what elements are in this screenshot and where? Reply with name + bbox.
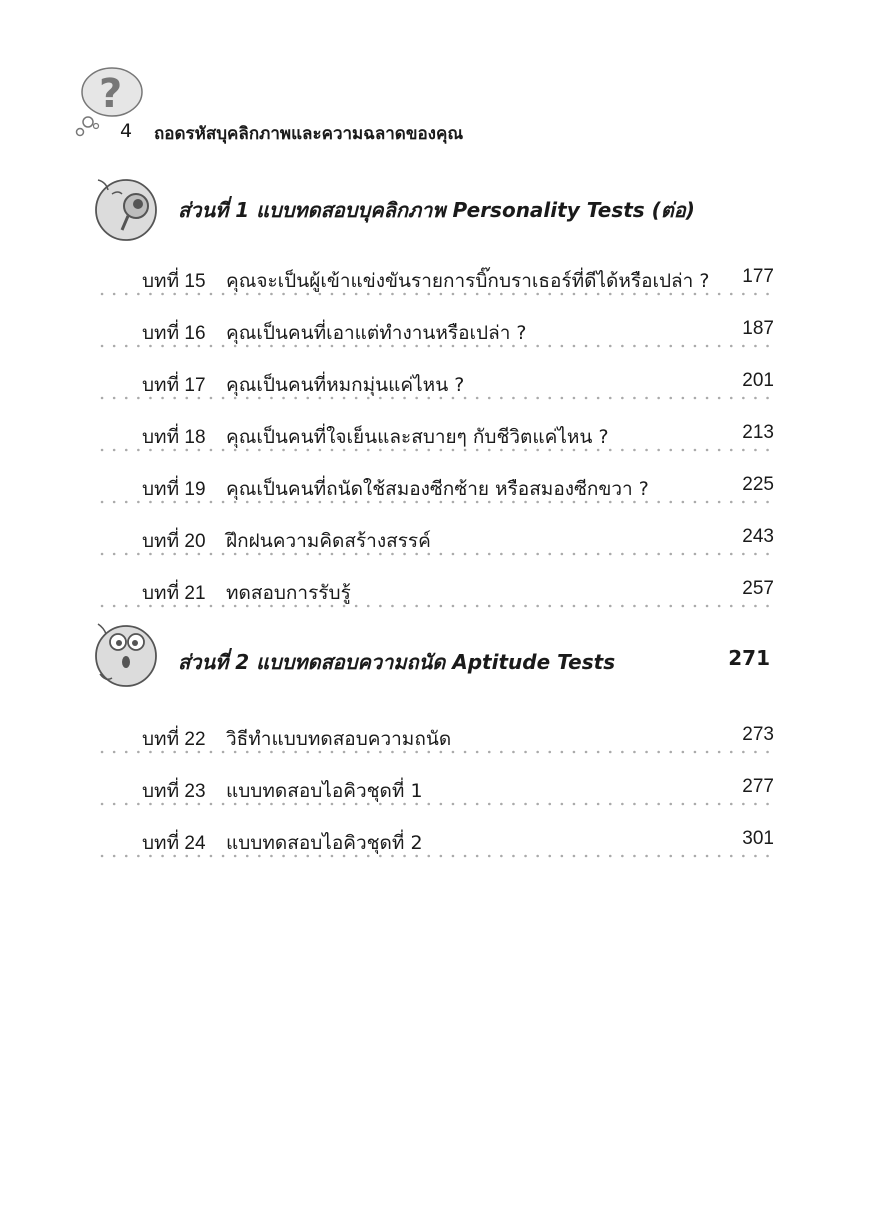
book-title: ถอดรหัสบุคลิกภาพและความฉลาดของคุณ xyxy=(154,124,464,144)
chapter-number: บทที่ 17 xyxy=(142,375,206,396)
section-title: ส่วนที่ 1 แบบทดสอบบุคลิกภาพ Personality Tests (ต่อ) xyxy=(178,198,695,222)
dotted-leader xyxy=(100,394,774,402)
toc-entry[interactable] xyxy=(100,568,774,620)
chapter-number: บทที่ 18 xyxy=(142,427,206,448)
chapter-title: แบบทดสอบไอคิวชุดที่ 2 xyxy=(226,832,423,854)
chapter-title: คุณเป็นคนที่เอาแต่ทำงานหรือเปล่า ? xyxy=(226,322,527,344)
chapter-title: คุณเป็นคนที่ใจเย็นและสบายๆ กับชีวิตแค่ไหน ? xyxy=(226,426,609,448)
chapter-title: คุณเป็นคนที่ถนัดใช้สมองซีกซ้าย หรือสมองซีกขวา ? xyxy=(226,478,649,500)
toc-entry[interactable] xyxy=(100,256,774,308)
chapter-title: วิธีทำแบบทดสอบความถนัด xyxy=(226,728,452,750)
chapter-title: แบบทดสอบไอคิวชุดที่ 1 xyxy=(226,780,423,802)
chapter-page: 277 xyxy=(742,776,774,797)
magnifier-mascot-icon xyxy=(92,172,164,246)
dotted-leader xyxy=(100,852,774,860)
chapter-page: 243 xyxy=(742,526,774,547)
chapter-title: ฝึกฝนความคิดสร้างสรรค์ xyxy=(226,530,431,552)
page-number: 4 xyxy=(120,120,133,142)
chapter-page: 177 xyxy=(742,266,774,287)
chapter-page: 201 xyxy=(742,370,774,391)
toc-entry[interactable] xyxy=(100,464,774,516)
toc-entry[interactable] xyxy=(100,360,774,412)
chapter-page: 273 xyxy=(742,724,774,745)
chapter-number: บทที่ 15 xyxy=(142,271,206,292)
toc-entry[interactable] xyxy=(100,308,774,360)
chapter-title: คุณจะเป็นผู้เข้าแข่งขันรายการบิ๊กบราเธอร์ที่ดีได้หรือเปล่า ? xyxy=(226,270,710,292)
chapter-number: บทที่ 20 xyxy=(142,531,206,552)
toc-entry[interactable] xyxy=(100,818,774,870)
question-bubble-icon xyxy=(66,62,148,142)
dotted-leader xyxy=(100,342,774,350)
chapter-page: 301 xyxy=(742,828,774,849)
chapter-page: 257 xyxy=(742,578,774,599)
chapter-page: 187 xyxy=(742,318,774,339)
chapter-number: บทที่ 21 xyxy=(142,583,206,604)
chapter-number: บทที่ 22 xyxy=(142,729,206,750)
toc-entry[interactable] xyxy=(100,412,774,464)
page-header xyxy=(66,62,766,152)
toc-entry[interactable] xyxy=(100,516,774,568)
chapter-number: บทที่ 24 xyxy=(142,833,206,854)
dotted-leader xyxy=(100,446,774,454)
dotted-leader xyxy=(100,748,774,756)
dotted-leader xyxy=(100,550,774,558)
section-heading xyxy=(92,172,792,252)
section-heading xyxy=(92,618,792,698)
dotted-leader xyxy=(100,498,774,506)
surprised-mascot-icon xyxy=(92,618,164,692)
svg-text:?: ? xyxy=(99,71,123,117)
toc-entry[interactable] xyxy=(100,766,774,818)
chapter-number: บทที่ 16 xyxy=(142,323,206,344)
dotted-leader xyxy=(100,602,774,610)
chapter-title: ทดสอบการรับรู้ xyxy=(226,582,351,604)
toc-entry[interactable] xyxy=(100,714,774,766)
section-page: 271 xyxy=(728,646,770,670)
dotted-leader xyxy=(100,290,774,298)
chapter-number: บทที่ 19 xyxy=(142,479,206,500)
chapter-page: 213 xyxy=(742,422,774,443)
chapter-page: 225 xyxy=(742,474,774,495)
dotted-leader xyxy=(100,800,774,808)
chapter-title: คุณเป็นคนที่หมกมุ่นแค่ไหน ? xyxy=(226,374,465,396)
chapter-number: บทที่ 23 xyxy=(142,781,206,802)
section-title: ส่วนที่ 2 แบบทดสอบความถนัด Aptitude Tests xyxy=(178,650,616,674)
